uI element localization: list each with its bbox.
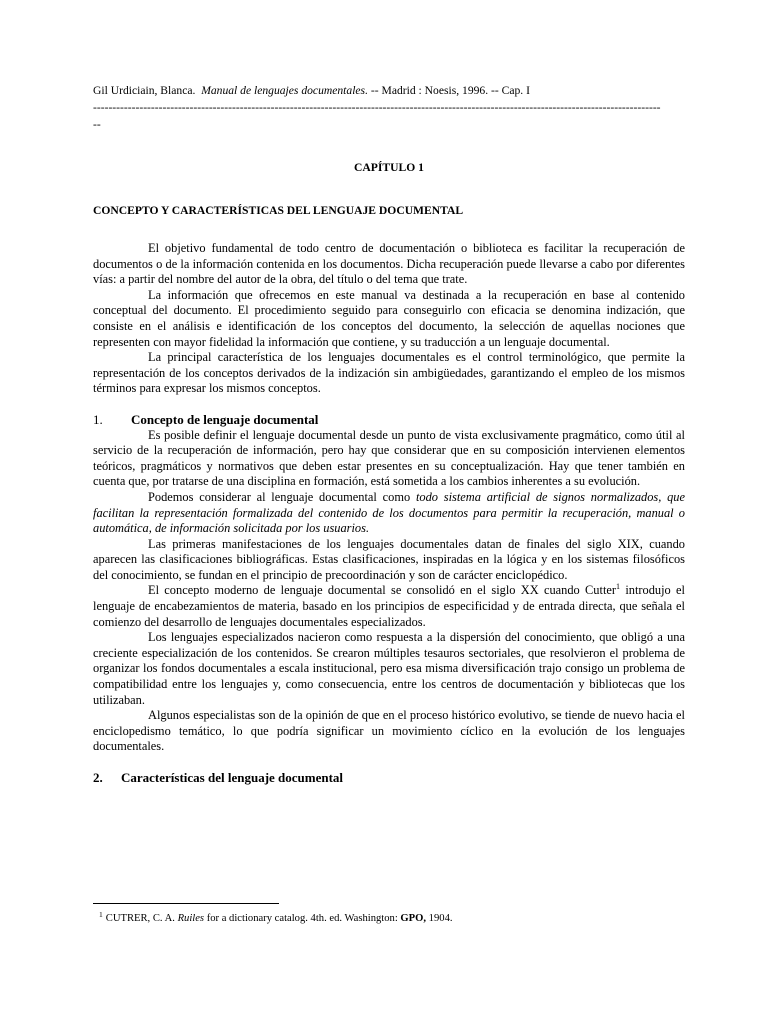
section-heading xyxy=(93,770,685,786)
paragraph: Las primeras manifestaciones de los lenguajes documentales datan de finales del siglo XIX, cuando aparecen las clasificaciones bibliográficas. Estas clasificaciones, inspiradas en la lógica y en los sistemas filosóficos del conocimiento, se fundan en el principio de precoordinación y son de carácter enciclopédico. xyxy=(93,536,685,582)
chapter-label: CAPÍTULO 1 xyxy=(354,161,424,174)
footnote-author: CUTRER, C. A. xyxy=(105,913,175,924)
paragraph: Algunos especialistas son de la opinión de que en el proceso histórico evolutivo, se tiende de nuevo hacia el enciclopedismo temático, lo que podría significar un movimiento cíclico en la evolución de los lenguajes documentales. xyxy=(93,708,685,754)
section-number: 2. xyxy=(93,770,103,785)
footnote-details: for a dictionary catalog. 4th. ed. Washington: xyxy=(204,913,401,924)
footnote-publisher: GPO, xyxy=(400,913,427,924)
paragraph: Los lenguajes especializados nacieron como respuesta a la dispersión del conocimiento, que obligó a una creciente especialización de los contenidos. Se crearon múltiples tesauros sectoriales, que resolvieron el problema de organizar los fondos documentales a escala institucional, pero esa misma diversificación trajo consigo un problema de compatibilidad entre los lenguajes y, como consecuencia, entre los centros de documentación y bibliotecas que los utilizaban. xyxy=(93,630,685,707)
paragraph: Es posible definir el lenguaje documental desde un punto de vista exclusivamente pragmático, como útil al servicio de la recuperación de información, pero hay que considerar que en su composición intervienen elementos teóricos, pragmáticos y normativos que deben estar presentes en su conceptualización. Hay que tener también en cuenta que, por tratarse de una disciplina en formación, está sometida a los cambios inherentes a su evolución. xyxy=(93,427,685,489)
section-heading xyxy=(93,412,685,428)
section-title: Características del lenguaje documental xyxy=(121,770,344,785)
paragraph-definition xyxy=(93,490,685,537)
cutter-text-start: El concepto moderno de lenguaje documental se consolidó en el siglo XX cuando Cutter xyxy=(148,583,617,598)
footnote-year: 1904. xyxy=(426,913,453,924)
footnote xyxy=(93,908,685,926)
chapter-title: CONCEPTO Y CARACTERÍSTICAS DEL LENGUAJE DOCUMENTAL xyxy=(93,204,464,217)
definition-lead: Podemos considerar al lenguaje documental como xyxy=(148,489,416,504)
footnote-rule xyxy=(93,903,279,904)
definition-text: todo sistema artificial de signos normalizados, que facilitan la representación formalizada del contenido de los documentos para permitir la recuperación, manual o automática, de información solicitada por los usuarios. xyxy=(93,489,685,536)
chapter-body xyxy=(93,241,685,786)
citation-imprint: -- Madrid : Noesis, 1996. -- Cap. I xyxy=(370,84,530,97)
paragraph: El objetivo fundamental de todo centro de documentación o biblioteca es facilitar la recuperación de documentos o de la información contenida en los documentos. Dicha recuperación puede llevarse a cabo por diferentes vías: a partir del nombre del autor de la obra, del título o del tema que trate. xyxy=(93,241,685,287)
section-number: 1. xyxy=(93,411,103,427)
citation-author: Gil Urdiciain, Blanca. xyxy=(93,84,196,97)
citation-title: Manual de lenguajes documentales. xyxy=(201,84,368,97)
citation-header xyxy=(93,83,685,99)
paragraph-cutter xyxy=(93,583,685,630)
section-title: Concepto de lenguaje documental xyxy=(131,411,319,427)
footnote-title: Ruiles xyxy=(177,913,205,924)
dashed-rule: --------------------------------------------------------------------------------------------------------------------------------------------------- xyxy=(93,101,661,114)
paragraph: La información que ofrecemos en este manual va destinada a la recuperación en base al contenido conceptual del documento. El procedimiento seguido para conseguirlo con eficacia se denomina indización, que consiste en el análisis e identificación de los conceptos del documento, la selección de aquellas nociones que representen con mayor fidelidad la información que contiene, y su traducción a un lenguaje documental. xyxy=(93,287,685,349)
footnote-ref[interactable]: 1 xyxy=(616,582,621,592)
footnote-number: 1 xyxy=(99,910,103,919)
paragraph: La principal característica de los lenguajes documentales es el control terminológico, que permite la representación de los conceptos derivados de la indización sin ambigüedades, garantizando el empleo de los mismos términos para expresar los mismos conceptos. xyxy=(93,350,685,396)
cutter-text-end: introdujo el lenguaje de encabezamientos de materia, basado en los principios de especificidad y de entrada directa, que señala el comienzo del desarrollo de lenguajes documentales especializados. xyxy=(93,583,685,629)
dashed-rule-tail: -- xyxy=(93,118,101,131)
